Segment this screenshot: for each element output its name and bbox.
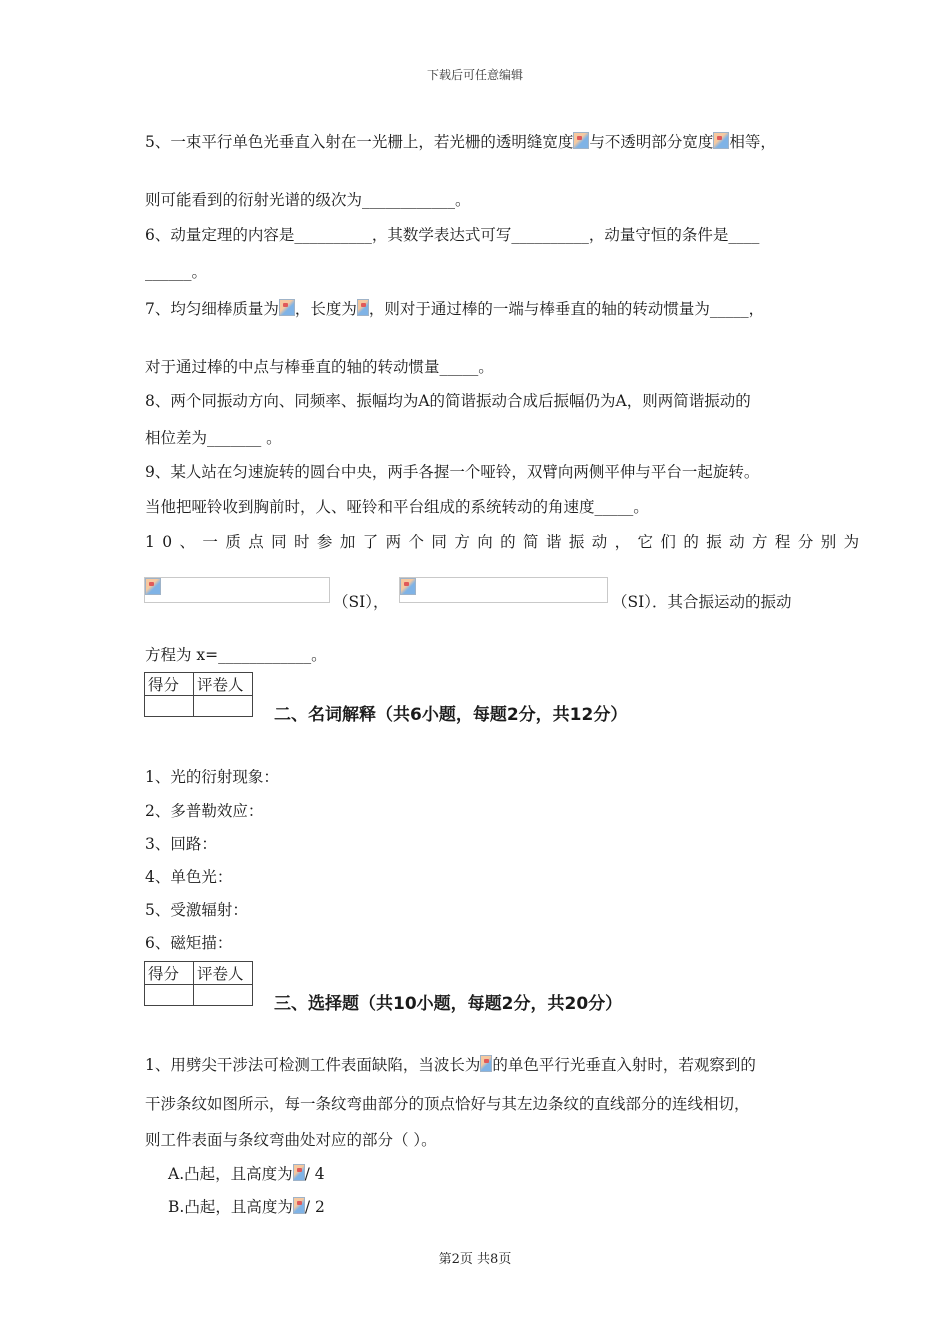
q8-line1: 8、两个同振动方向、同频率、振幅均为A的简谐振动合成后振幅仍为A，则两简谐振动的 <box>145 392 751 410</box>
term-item-3: 3、回路： <box>145 835 217 853</box>
section3-title: 三、选择题（共10小题，每题2分，共20分） <box>274 994 623 1014</box>
q5-text-1: 5、一束平行单色光垂直入射在一光栅上，若光栅的透明缝宽度 <box>145 133 574 151</box>
broken-image-icon <box>279 299 295 316</box>
broken-image-icon <box>480 1055 492 1072</box>
term-item-1: 1、光的衍射现象： <box>145 768 279 786</box>
q5-text-3: 相等， <box>729 133 776 151</box>
term-item-5: 5、受激辐射： <box>145 901 248 919</box>
score-table-1 <box>144 672 253 717</box>
q10-line3: 方程为 x=____________。 <box>145 646 327 664</box>
grader-label: 评卷人 <box>194 962 253 985</box>
s3-q1-line2: 干涉条纹如图所示，每一条纹弯曲部分的顶点恰好与其左边条纹的直线部分的连线相切， <box>145 1095 750 1113</box>
term-item-4: 4、单色光： <box>145 868 233 886</box>
q7-text-1: 7、均匀细棒质量为 <box>145 300 279 318</box>
q10-si1: （SI）， <box>333 593 389 611</box>
q5-text-2: 与不透明部分宽度 <box>589 133 714 151</box>
broken-image-icon <box>145 578 161 595</box>
s3-q1-line3: 则工件表面与条纹弯曲处对应的部分（ ）。 <box>145 1131 437 1149</box>
broken-image-icon <box>713 132 729 149</box>
broken-image-icon <box>293 1197 305 1214</box>
grader-label: 评卷人 <box>194 673 253 696</box>
q10-si2: （SI）．其合振运动的振动 <box>612 593 792 611</box>
equation-image-2 <box>399 577 608 603</box>
score-label: 得分 <box>145 673 194 696</box>
q5-line1 <box>145 130 776 152</box>
s3-q1-text-2: 的单色平行光垂直入射时，若观察到的 <box>492 1056 756 1074</box>
grader-cell <box>194 696 253 717</box>
broken-image-icon <box>573 132 589 149</box>
q7-line2: 对于通过棒的中点与棒垂直的轴的转动惯量_____。 <box>145 358 494 376</box>
option-a <box>168 1162 325 1184</box>
broken-image-icon <box>293 1164 305 1181</box>
broken-image-icon <box>400 578 416 595</box>
score-cell <box>145 985 194 1006</box>
q8-line2: 相位差为_______ 。 <box>145 429 282 447</box>
section2-title: 二、名词解释（共6小题，每题2分，共12分） <box>274 705 628 725</box>
q5-line2: 则可能看到的衍射光谱的级次为____________。 <box>145 191 471 209</box>
page-footer: 第2页 共8页 <box>438 1252 512 1267</box>
score-cell <box>145 696 194 717</box>
q9-line2: 当他把哑铃收到胸前时，人、哑铃和平台组成的系统转动的角速度_____。 <box>145 498 649 516</box>
q6-line2: ______。 <box>145 263 208 281</box>
option-a-text: A.凸起，且高度为 <box>168 1165 293 1183</box>
score-label: 得分 <box>145 962 194 985</box>
grader-cell <box>194 985 253 1006</box>
q9-line1: 9、某人站在匀速旋转的圆台中央，两手各握一个哑铃，双臂向两侧平伸与平台一起旋转。 <box>145 463 760 481</box>
q7-text-2: ，长度为 <box>294 300 357 318</box>
q10-line1: 10、一质点同时参加了两个同方向的简谐振动，它们的振动方程分别为 <box>145 533 867 551</box>
s3-q1-text-1: 1、用劈尖干涉法可检测工件表面缺陷，当波长为 <box>145 1056 481 1074</box>
option-b-text: B.凸起，且高度为 <box>168 1198 293 1216</box>
q7-line1 <box>145 297 764 319</box>
q7-text-3: ，则对于通过棒的一端与棒垂直的轴的转动惯量为_____， <box>368 300 765 318</box>
option-b-suffix: / 2 <box>304 1198 325 1216</box>
s3-q1-line1 <box>145 1053 756 1075</box>
term-item-6: 6、磁矩描： <box>145 934 233 952</box>
q6-line1: 6、动量定理的内容是__________，其数学表达式可写__________，动量守恒的条件是____ <box>145 226 760 244</box>
score-table-2 <box>144 961 253 1006</box>
option-a-suffix: / 4 <box>304 1165 325 1183</box>
option-b <box>168 1195 325 1217</box>
term-item-2: 2、多普勒效应： <box>145 802 264 820</box>
page-header: 下载后可任意编辑 <box>426 68 523 82</box>
equation-image-1 <box>144 577 330 603</box>
broken-image-icon <box>357 299 369 316</box>
